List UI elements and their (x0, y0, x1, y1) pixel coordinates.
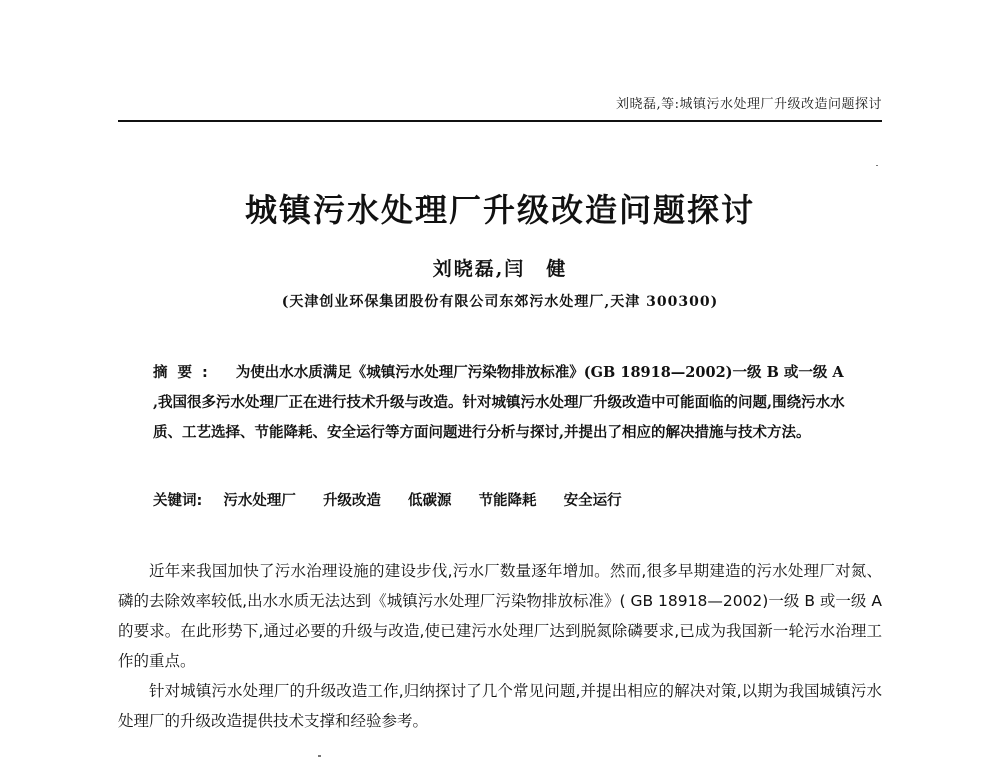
keyword-item: 低碳源 (408, 492, 452, 509)
body-paragraph: 近年来我国加快了污水治理设施的建设步伐,污水厂数量逐年增加。然而,很多早期建造的污水处理厂对氮、磷的去除效率较低,出水水质无法达到《城镇污水处理厂污染物排放标准》( GB 18918—2002)一级 B 或一级 A 的要求。在此形势下,通过必要的升级与改造,使已建污水处理厂达到脱氮除磷要求,已成为我国新一轮污水治理工作的重点。 (118, 562, 882, 670)
keyword-item: 节能降耗 (478, 492, 537, 509)
abstract-text: 为使出水水质满足《城镇污水处理厂污染物排放标准》(GB 18918—2002)一级 B 或一级 A ,我国很多污水处理厂正在进行技术升级与改造。针对城镇污水处理厂升级改造中可能面临的问题,围绕污水水质、工艺选择、节能降耗、安全运行等方面问题进行分析与探讨,并提出了相应的解决措施与技术方法。 (153, 364, 845, 441)
article-affiliation: (天津创业环保集团股份有限公司东郊污水处理厂,天津 300300) (281, 294, 719, 310)
keyword-item: 安全运行 (563, 492, 622, 509)
article-authors: 刘晓磊,闫 健 (432, 258, 568, 280)
running-head: 刘晓磊,等:城镇污水处理厂升级改造问题探讨 (615, 97, 882, 112)
body-text (118, 556, 882, 736)
keywords-label: 关键词: (153, 493, 203, 509)
abstract-label: 摘要: (153, 365, 218, 381)
scan-speck (318, 755, 321, 757)
body-paragraph: 针对城镇污水处理厂的升级改造工作,归纳探讨了几个常见问题,并提出相应的解决对策,以期为我国城镇污水处理厂的升级改造提供技术支撑和经验参考。 (118, 682, 882, 730)
abstract (153, 358, 853, 448)
scan-speck (876, 165, 878, 166)
keyword-item: 污水处理厂 (223, 492, 296, 509)
article-title: 城镇污水处理厂升级改造问题探讨 (244, 191, 755, 229)
keywords (153, 489, 853, 510)
keyword-item: 升级改造 (322, 492, 381, 509)
header-rule (118, 120, 882, 122)
